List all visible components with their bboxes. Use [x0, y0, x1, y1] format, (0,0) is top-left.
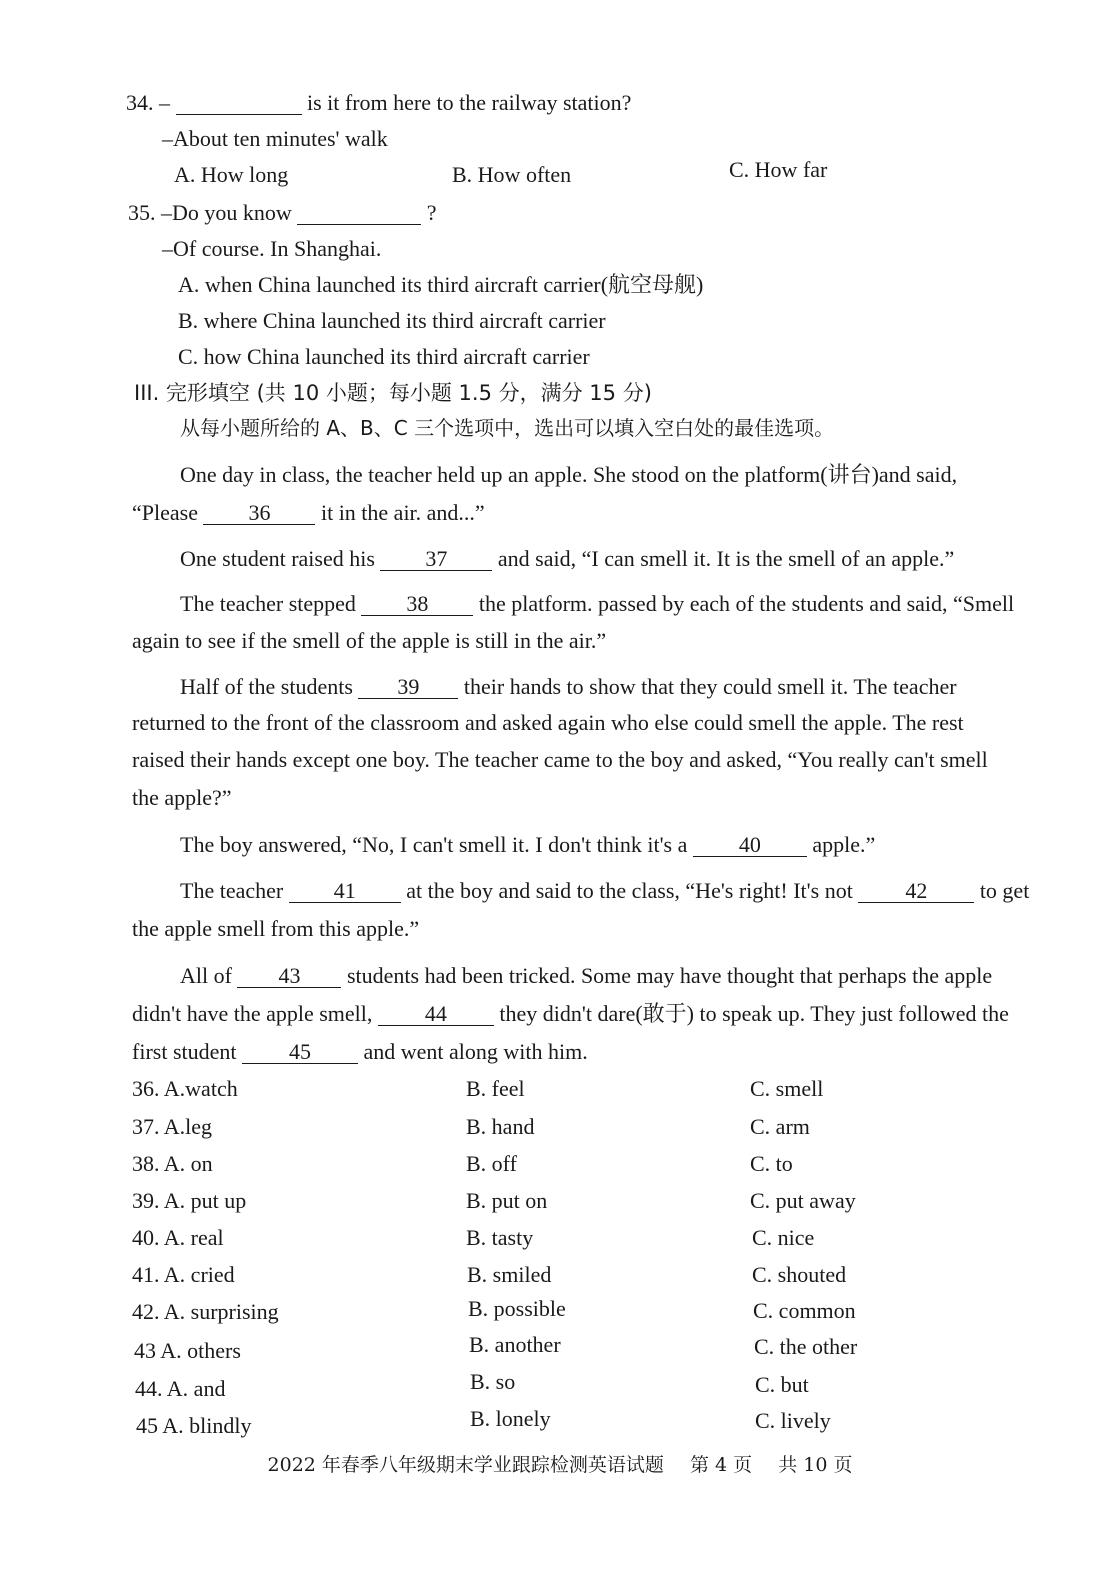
- passage-line: [180, 462, 957, 488]
- passage-line: [180, 546, 954, 572]
- passage-line: [180, 591, 1014, 617]
- footer-title: 2022 年春季八年级期末学业跟踪检测英语试题: [267, 1454, 664, 1476]
- footer-page: 第 4 页: [689, 1454, 753, 1476]
- q35-stem-text: ?: [426, 200, 437, 225]
- passage-line: the apple smell from this apple.”: [132, 916, 420, 941]
- choice-a[interactable]: 45 A. blindly: [136, 1413, 252, 1438]
- q35-number: 35. –Do you know: [128, 200, 292, 225]
- passage-text: One day in class, the teacher held up an apple. She stood on the platform(讲台)and said,: [180, 462, 958, 487]
- q34-stem-text: is it from here to the railway station?: [307, 90, 632, 115]
- passage-text: The teacher stepped: [180, 591, 356, 616]
- cloze-blank-44[interactable]: 44: [378, 1003, 494, 1026]
- choice-c[interactable]: C. lively: [755, 1408, 831, 1433]
- cloze-blank-45[interactable]: 45: [242, 1041, 358, 1064]
- choice-a[interactable]: 36. A.watch: [132, 1076, 238, 1101]
- passage-text: the platform. passed by each of the students and said, “Smell: [478, 591, 1015, 616]
- q35-option-b[interactable]: B. where China launched its third aircraft carrier: [178, 308, 606, 333]
- passage-text: they didn't dare(敢于) to speak up. They just followed the: [499, 1001, 1009, 1026]
- q35-answer: –Of course. In Shanghai.: [162, 236, 382, 261]
- q34-option-b[interactable]: B. How often: [452, 162, 572, 187]
- passage-text: The teacher: [180, 878, 284, 903]
- passage-text: it in the air. and...”: [320, 500, 485, 525]
- choice-a[interactable]: 38. A. on: [132, 1151, 213, 1176]
- choice-c[interactable]: C. smell: [750, 1076, 824, 1101]
- passage-line: [180, 878, 1029, 904]
- choice-b[interactable]: B. smiled: [467, 1262, 552, 1287]
- cloze-blank-38[interactable]: 38: [361, 593, 473, 616]
- section-heading: III. 完形填空 (共 10 小题；每小题 1.5 分，满分 15 分): [134, 381, 652, 405]
- passage-text: “Please: [132, 500, 198, 525]
- q35-option-c[interactable]: C. how China launched its third aircraft carrier: [178, 344, 590, 369]
- choice-c[interactable]: C. the other: [754, 1334, 858, 1359]
- q35-blank[interactable]: [297, 202, 421, 225]
- passage-text: Half of the students: [180, 674, 353, 699]
- passage-line: [180, 832, 875, 858]
- choice-b[interactable]: B. so: [470, 1369, 516, 1394]
- choice-a[interactable]: 44. A. and: [135, 1376, 226, 1401]
- passage-line: raised their hands except one boy. The teacher came to the boy and asked, “You really can't smell: [132, 747, 988, 772]
- page-footer: [0, 1450, 1120, 1477]
- footer-total: 共 10 页: [778, 1454, 853, 1476]
- cloze-blank-37[interactable]: 37: [380, 548, 492, 571]
- passage-text: first student: [132, 1039, 237, 1064]
- cloze-blank-41[interactable]: 41: [289, 880, 401, 903]
- q35-stem: [128, 200, 437, 226]
- section-instruction: 从每小题所给的 A、B、C 三个选项中，选出可以填入空白处的最佳选项。: [180, 416, 835, 440]
- passage-text: One student raised his: [180, 546, 375, 571]
- choice-a[interactable]: 43 A. others: [134, 1338, 241, 1363]
- passage-line: returned to the front of the classroom and asked again who else could smell the apple. The rest: [132, 710, 964, 735]
- choice-b[interactable]: B. feel: [466, 1076, 525, 1101]
- choice-b[interactable]: B. hand: [466, 1114, 535, 1139]
- q34-stem: [126, 90, 631, 116]
- passage-line: again to see if the smell of the apple is still in the air.”: [132, 628, 607, 653]
- cloze-blank-42[interactable]: 42: [858, 880, 974, 903]
- passage-line: the apple?”: [132, 785, 232, 810]
- passage-text: didn't have the apple smell,: [132, 1001, 373, 1026]
- q34-blank[interactable]: [176, 92, 302, 115]
- choice-b[interactable]: B. tasty: [466, 1225, 534, 1250]
- choice-c[interactable]: C. put away: [750, 1188, 856, 1213]
- cloze-blank-36[interactable]: 36: [203, 502, 315, 525]
- cloze-blank-43[interactable]: 43: [237, 965, 341, 988]
- choice-b[interactable]: B. off: [466, 1151, 517, 1176]
- cloze-blank-40[interactable]: 40: [693, 834, 807, 857]
- passage-text: students had been tricked. Some may have thought that perhaps the apple: [346, 963, 993, 988]
- passage-text: and said, “I can smell it. It is the smell of an apple.”: [497, 546, 955, 571]
- choice-b[interactable]: B. lonely: [470, 1406, 551, 1431]
- choice-a[interactable]: 42. A. surprising: [132, 1299, 279, 1324]
- choice-c[interactable]: C. to: [750, 1151, 793, 1176]
- choice-c[interactable]: C. arm: [750, 1114, 810, 1139]
- passage-text: to get: [979, 878, 1030, 903]
- choice-c[interactable]: C. shouted: [752, 1262, 847, 1287]
- choice-a[interactable]: 39. A. put up: [132, 1188, 247, 1213]
- choice-a[interactable]: 37. A.leg: [132, 1114, 213, 1139]
- choice-c[interactable]: C. but: [755, 1372, 809, 1397]
- passage-text: and went along with him.: [363, 1039, 588, 1064]
- choice-c[interactable]: C. common: [753, 1298, 856, 1323]
- choice-c[interactable]: C. nice: [752, 1225, 815, 1250]
- passage-text: at the boy and said to the class, “He's right! It's not: [406, 878, 853, 903]
- q34-option-a[interactable]: A. How long: [174, 162, 289, 187]
- passage-text: apple.”: [812, 832, 876, 857]
- choice-a[interactable]: 41. A. cried: [132, 1262, 235, 1287]
- choice-b[interactable]: B. another: [469, 1332, 561, 1357]
- passage-line: [132, 1001, 1009, 1027]
- passage-text: their hands to show that they could smell it. The teacher: [463, 674, 957, 699]
- passage-text: All of: [180, 963, 232, 988]
- choice-b[interactable]: B. possible: [468, 1296, 566, 1321]
- q34-answer: –About ten minutes' walk: [162, 126, 388, 151]
- passage-text: The boy answered, “No, I can't smell it. I don't think it's a: [180, 832, 688, 857]
- cloze-blank-39[interactable]: 39: [358, 676, 458, 699]
- q35-option-a[interactable]: A. when China launched its third aircraft carrier(航空母舰): [178, 272, 704, 297]
- choice-b[interactable]: B. put on: [466, 1188, 548, 1213]
- q34-number: 34. –: [126, 90, 170, 115]
- passage-line: [180, 674, 957, 700]
- passage-line: [180, 963, 992, 989]
- passage-line: [132, 500, 485, 526]
- passage-line: [132, 1039, 588, 1065]
- choice-a[interactable]: 40. A. real: [132, 1225, 224, 1250]
- q34-option-c[interactable]: C. How far: [729, 157, 828, 182]
